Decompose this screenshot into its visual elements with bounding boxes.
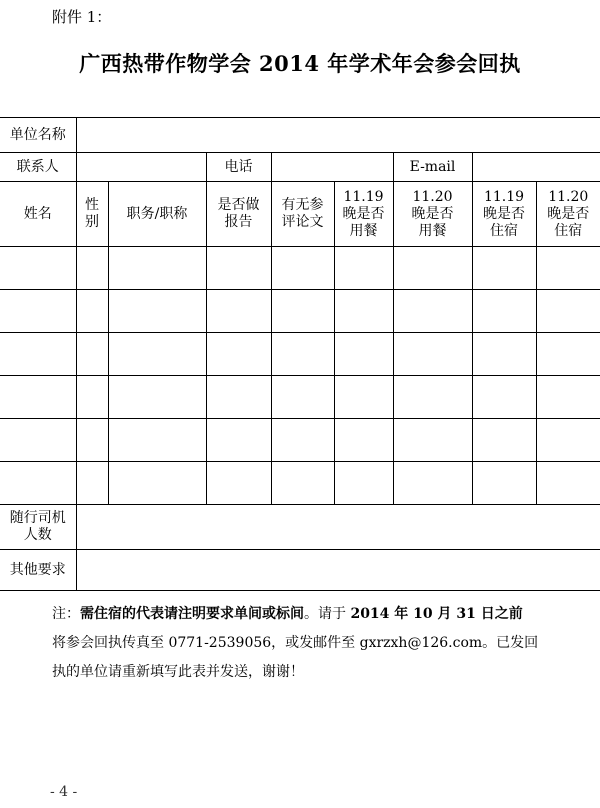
header-gender: 性别 [76,182,108,247]
header-name: 姓名 [0,182,76,247]
unit-name-label: 单位名称 [0,118,76,153]
page-number: - 4 - [50,784,78,800]
page-title: 广西热带作物学会 2014 年学术年会参会回执 [79,51,521,76]
header-report: 是否做报告 [206,182,271,247]
phone-label: 电话 [206,153,271,182]
table-row [0,247,600,290]
header-dinner-1120: 11.20晚是否用餐 [393,182,472,247]
driver-count-field[interactable] [76,505,600,550]
header-stay-1120: 11.20晚是否住宿 [536,182,600,247]
footnote-line-1: 注：需住宿的代表请注明要求单间或标间。请于 2014 年 10 月 31 日之前 [52,606,523,622]
table-row [0,290,600,333]
email-label: E-mail [393,153,472,182]
table-row [0,419,600,462]
registration-form-table [0,117,600,591]
contact-label: 联系人 [0,153,76,182]
table-row [0,333,600,376]
footnote-line-3: 执的单位请重新填写此表并发送，谢谢！ [52,664,304,680]
attachment-label: 附件 1： [52,8,112,26]
header-dinner-1119: 11.19晚是否用餐 [334,182,393,247]
driver-count-label: 随行司机人数 [0,505,76,550]
footnote [52,600,572,687]
header-position: 职务/职称 [108,182,206,247]
table-row [0,462,600,505]
footnote-line-2: 将参会回执传真至 0771-2539056，或发邮件至 gxrzxh@126.com。已发回 [52,635,539,651]
contact-field[interactable] [76,153,206,182]
email-field[interactable] [472,153,600,182]
header-stay-1119: 11.19晚是否住宿 [472,182,536,247]
phone-field[interactable] [271,153,393,182]
other-requirements-label: 其他要求 [0,550,76,591]
unit-name-field[interactable] [76,118,600,153]
other-requirements-field[interactable] [76,550,600,591]
table-row [0,376,600,419]
header-paper: 有无参评论文 [271,182,334,247]
